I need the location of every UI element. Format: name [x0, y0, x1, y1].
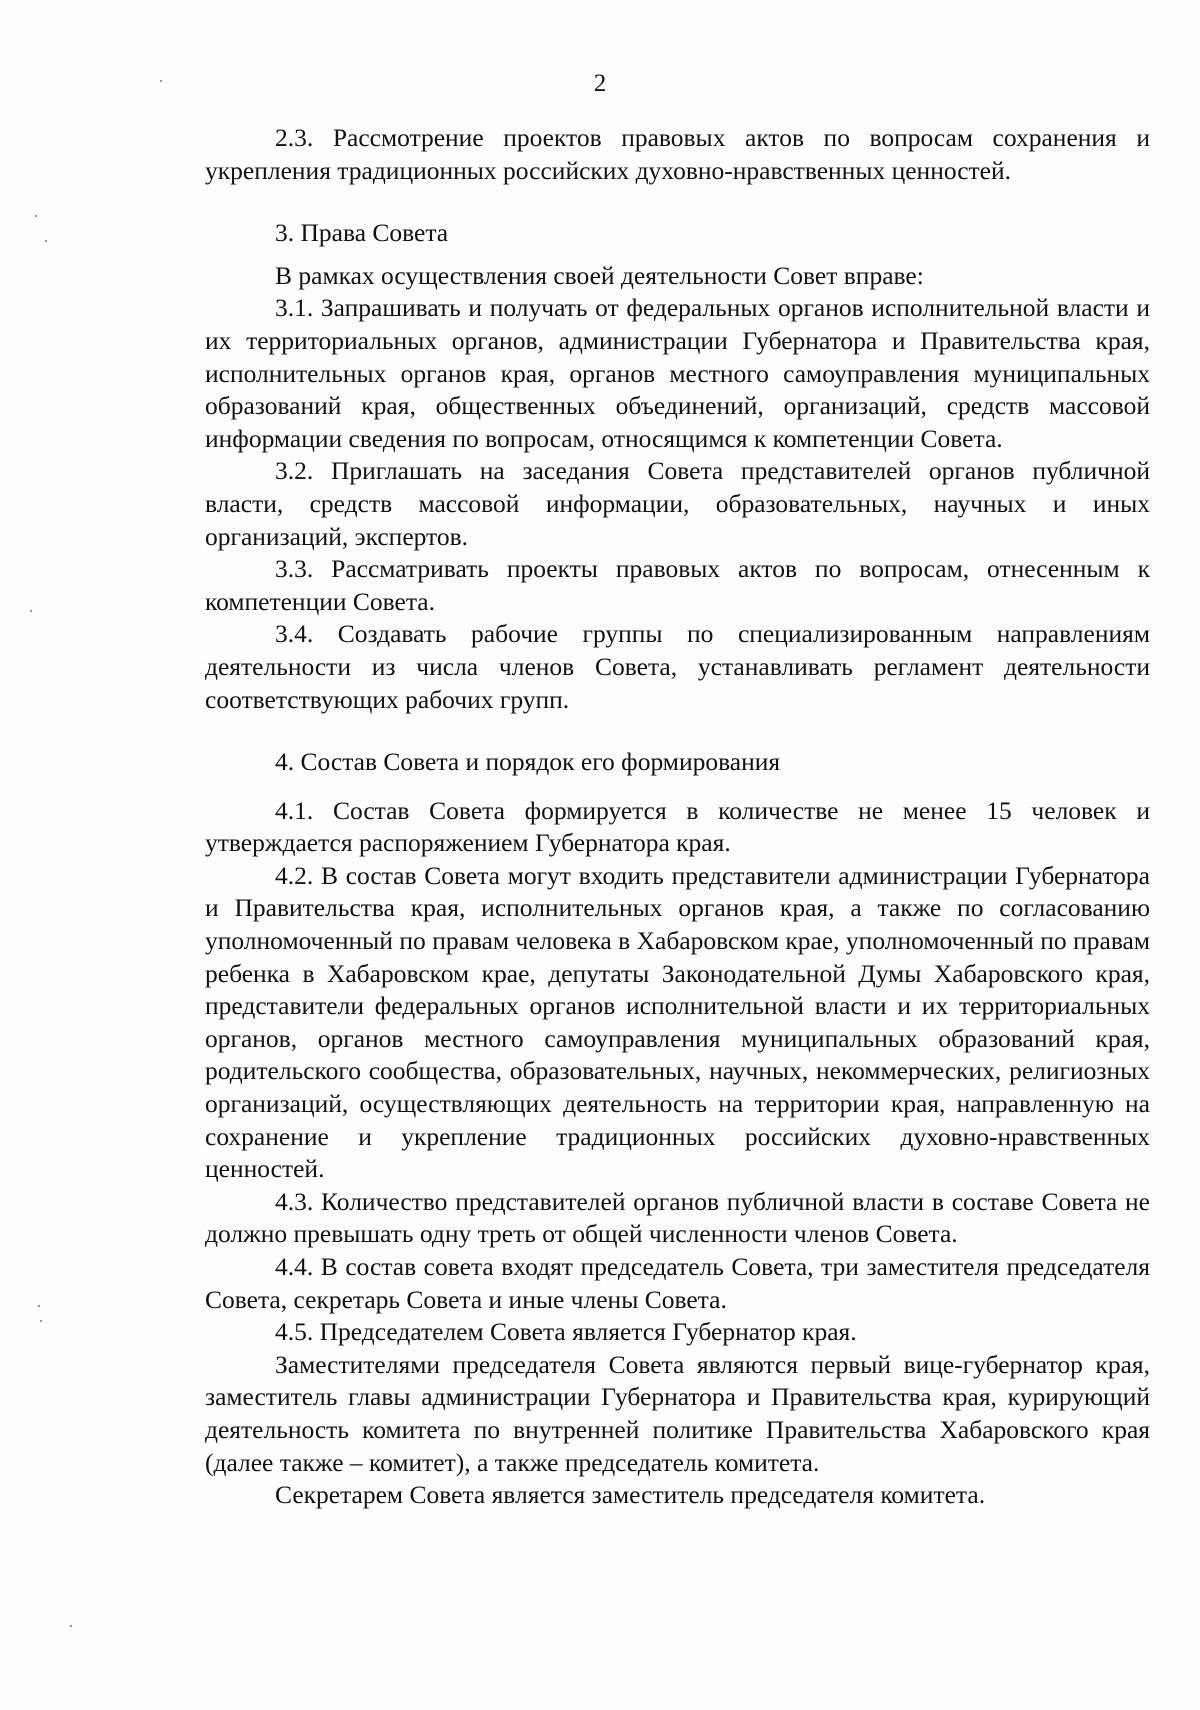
paragraph-3-4: 3.4. Создавать рабочие группы по специализированным направлениям деятельности из числа членов Совета, устанавливать регламент деятельности соответствующих рабочих групп. — [205, 619, 1150, 714]
paragraph-3-intro: В рамках осуществления своей деятельности Совет вправе: — [275, 260, 924, 290]
scan-speck — [38, 1305, 40, 1307]
scan-speck — [30, 610, 32, 612]
section-heading-3: 3. Права Совета — [275, 218, 449, 248]
paragraph-4-4: 4.4. В состав совета входят председатель Совета, три заместителя председателя Совета, секретарь Совета и иные члены Совета. — [205, 1252, 1150, 1314]
scan-speck — [40, 1320, 42, 1322]
paragraph-deputies: Заместителями председателя Совета являются первый вице-губернатор края, заместитель главы администрации Губернатора и Правительства края, курирующий деятельность комитета по внутренней политике Правительства Хабаровского края (далее также – комитет), а также председатель комитета. — [205, 1349, 1150, 1477]
paragraph-4-5: 4.5. Председателем Совета является Губернатор края. — [275, 1317, 857, 1347]
scan-speck — [160, 80, 162, 82]
paragraph-3-3: 3.3. Рассматривать проекты правовых актов по вопросам, отнесенным к компетенции Совета. — [205, 554, 1150, 616]
section-heading-4: 4. Состав Совета и порядок его формирования — [275, 747, 781, 777]
scan-speck — [70, 1625, 72, 1627]
paragraph-4-1: 4.1. Состав Совета формируется в количестве не менее 15 человек и утверждается распоряжением Губернатора края. — [205, 795, 1150, 858]
paragraph-secretary: Секретарем Совета является заместитель председателя комитета. — [275, 1480, 986, 1510]
paragraph-3-1: 3.1. Запрашивать и получать от федеральных органов исполнительной власти и их территориальных органов, администрации Губернатора и Правительства края, исполнительных органов края, органов местного самоуправления муниципальных образований края, общественных объединений, организаций, средств массовой информации сведения по вопросам, относящимся к компетенции Совета. — [205, 293, 1150, 453]
scan-speck — [35, 215, 37, 217]
paragraph-4-3: 4.3. Количество представителей органов публичной власти в составе Совета не должно превышать одну треть от общей численности членов Совета. — [205, 1186, 1150, 1249]
paragraph-2-3: 2.3. Рассмотрение проектов правовых актов по вопросам сохранения и укрепления традиционных российских духовно-нравственных ценностей. — [205, 123, 1150, 185]
scan-speck — [45, 240, 47, 242]
paragraph-3-2: 3.2. Приглашать на заседания Совета представителей органов публичной власти, средств массовой информации, образовательных, научных и иных организаций, экспертов. — [205, 456, 1150, 551]
paragraph-4-2: 4.2. В состав Совета могут входить представители администрации Губернатора и Правительства края, исполнительных органов края, а также по согласованию уполномоченный по правам человека в Хабаровском крае, уполномоченный по правам ребенка в Хабаровском крае, депутаты Законодательной Думы Хабаровского края, представители федеральных органов исполнительной власти и их территориальных органов, органов местного самоуправления муниципальных образований края, родительского сообщества, образовательных, научных, некоммерческих, религиозных организаций, осуществляющих деятельность на территории края, направленную на сохранение и укрепление традиционных российских духовно-нравственных ценностей. — [205, 860, 1150, 1184]
page-number: 2 — [593, 70, 607, 97]
document-body — [205, 122, 1150, 1512]
